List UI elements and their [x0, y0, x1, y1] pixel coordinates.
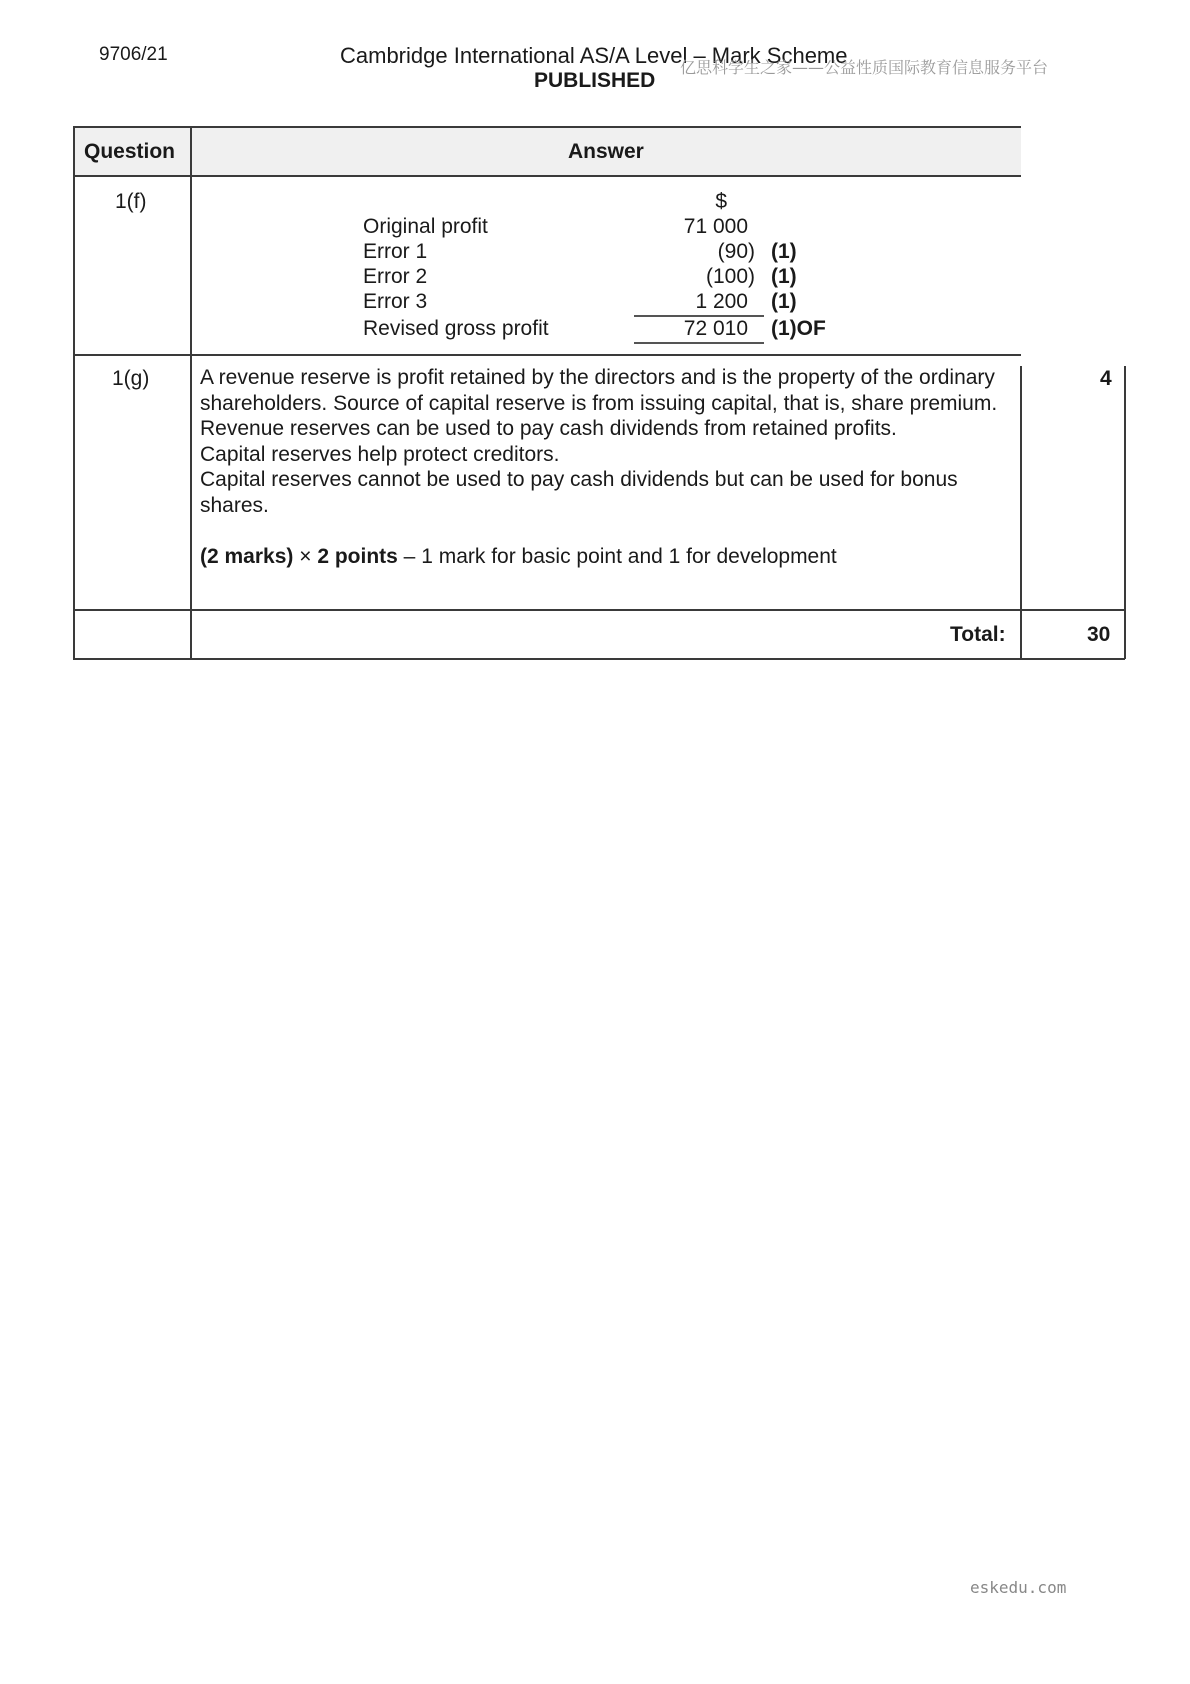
calc-label: Error 1 [363, 240, 428, 263]
guidance-times: × [293, 545, 318, 568]
calc-mark: (1) [771, 240, 797, 263]
total-value: 30 [1087, 623, 1111, 646]
calc-label: Error 3 [363, 290, 428, 313]
page-subtitle: PUBLISHED [534, 69, 656, 92]
question-number-1g: 1(g) [112, 367, 150, 390]
calc-value: 1 200 [695, 290, 748, 313]
answer-paragraph: A revenue reserve is profit retained by the directors and is the property of the ordinary shareholders. Source of capital reserve is from issuing capital, that is, share premium. [200, 366, 998, 415]
calc-value: (90) [717, 240, 755, 263]
total-rule [634, 342, 764, 344]
question-number-1f: 1(f) [115, 190, 147, 213]
calc-mark: (1)OF [771, 317, 826, 340]
table-rule [73, 126, 1021, 128]
table-rule [1124, 366, 1126, 659]
marking-guidance [200, 544, 1015, 570]
table-rule [73, 175, 1021, 177]
calc-label: Revised gross profit [363, 317, 549, 340]
answer-paragraph: Capital reserves cannot be used to pay cash dividends but can be used for bonus shares. [200, 468, 958, 517]
page-title: Cambridge International AS/A Level – Mark Scheme [340, 43, 848, 68]
table-rule [73, 658, 1125, 660]
guidance-text: – 1 mark for basic point and 1 for development [397, 545, 837, 568]
table-header-background [73, 126, 1021, 175]
calc-value: 71 000 [683, 215, 748, 238]
total-label: Total: [950, 623, 1006, 646]
answer-text-1g [200, 365, 1015, 570]
table-rule [1020, 366, 1022, 659]
watermark-header: 亿思科学生之家——公益性质国际教育信息服务平台 [680, 58, 1049, 77]
calc-value: (100) [705, 265, 755, 288]
answer-paragraph: Revenue reserves can be used to pay cash dividends from retained profits. [200, 417, 897, 440]
calc-mark: (1) [771, 290, 797, 313]
guidance-points: 2 points [317, 545, 398, 568]
calc-value: 72 010 [683, 317, 748, 340]
table-rule [73, 126, 75, 659]
marks-value: 4 [1100, 367, 1112, 390]
guidance-marks: (2 marks) [200, 545, 294, 568]
watermark-footer: eskedu.com [970, 1578, 1067, 1597]
calc-mark: (1) [771, 265, 797, 288]
column-header-question: Question [84, 140, 176, 163]
answer-paragraph: Capital reserves help protect creditors. [200, 442, 560, 466]
paper-code: 9706/21 [99, 44, 168, 65]
table-rule [73, 609, 1125, 611]
table-rule [73, 354, 1021, 356]
table-rule [190, 126, 192, 659]
calc-label: Original profit [363, 215, 488, 238]
currency-symbol: $ [715, 190, 727, 213]
calc-label: Error 2 [363, 265, 428, 288]
column-header-answer: Answer [568, 140, 644, 163]
